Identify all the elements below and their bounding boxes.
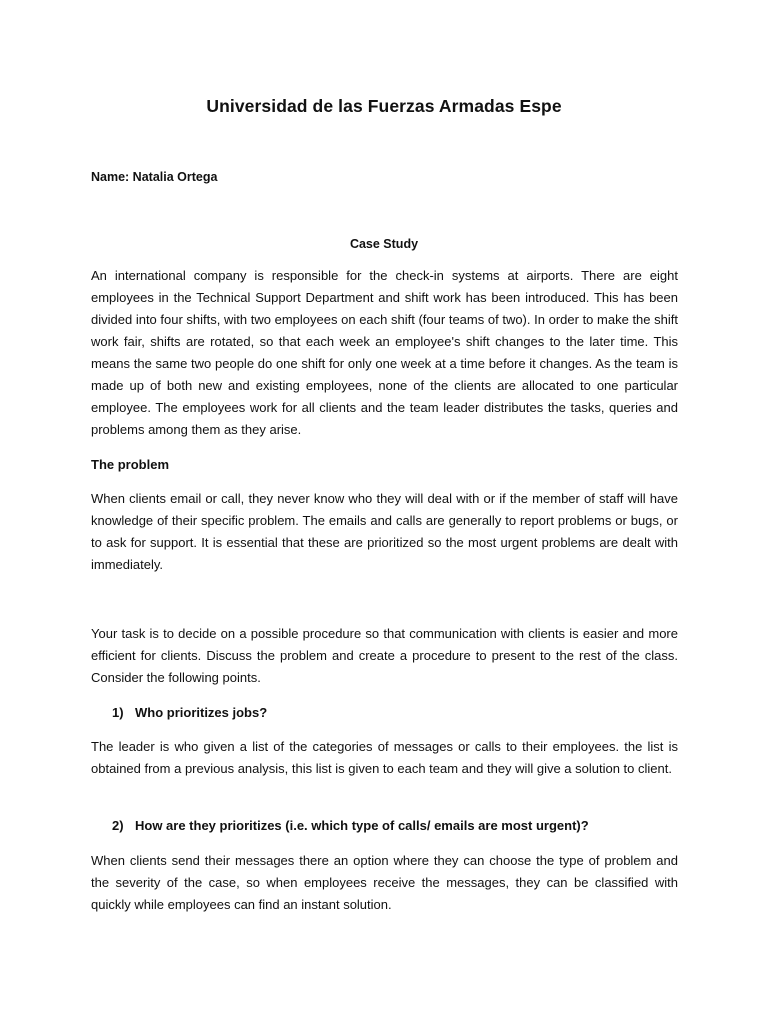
question-1 xyxy=(112,702,267,724)
answer-2: When clients send their messages there an option where they can choose the type of problem and the severity of the case, so when employees receive the messages, they can be classified with quickly while employees can find an instant solution. xyxy=(91,853,678,912)
question-1-number: 1) xyxy=(112,705,124,720)
answer-1: The leader is who given a list of the categories of messages or calls to their employees. the list is obtained from a previous analysis, this list is given to each team and they will give a solution to client. xyxy=(91,739,678,776)
question-2 xyxy=(112,815,589,837)
case-study-heading: Case Study xyxy=(349,237,419,251)
question-2-text: How are they prioritizes (i.e. which type of calls/ emails are most urgent)? xyxy=(135,818,589,833)
problem-heading: The problem xyxy=(91,457,170,472)
student-name: Name: Natalia Ortega xyxy=(91,170,218,184)
question-2-number: 2) xyxy=(112,818,124,833)
question-1-text: Who prioritizes jobs? xyxy=(135,705,268,720)
task-paragraph: Your task is to decide on a possible procedure so that communication with clients is easier and more efficient for clients. Discuss the problem and create a procedure to present to the rest of the class. Consider the following points. xyxy=(91,626,678,685)
problem-paragraph: When clients email or call, they never know who they will deal with or if the member of staff will have knowledge of their specific problem. The emails and calls are generally to report problems or bugs, or to ask for support. It is essential that these are prioritized so the most urgent problems are dealt with immediately. xyxy=(91,491,678,572)
intro-paragraph: An international company is responsible for the check-in systems at airports. There are eight employees in the Technical Support Department and shift work has been introduced. This has been divided into four shifts, with two employees on each shift (four teams of two). In order to make the shift work fair, shifts are rotated, so that each week an employee's shift changes to the later time. This means the same two people do one shift for only one week at a time before it changes. As the team is made up of both new and existing employees, none of the clients are allocated to one particular employee. The employees work for all clients and the team leader distributes the tasks, queries and problems among them as they arise. xyxy=(91,268,678,437)
document-title: Universidad de las Fuerzas Armadas Espe xyxy=(206,96,562,116)
